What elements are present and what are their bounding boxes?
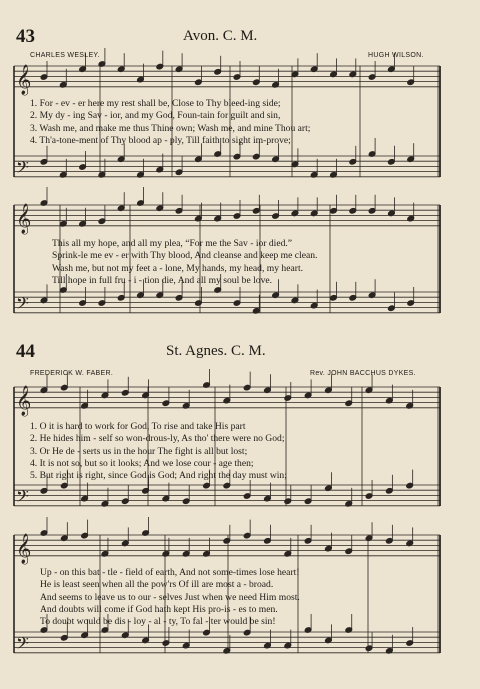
lyric-line: 4. Th'a-tone-ment of Thy blood ap - ply, Till faith to sight im-prove; (30, 134, 291, 146)
lyric-line: 2. He hides him - self so won-drous-ly, As tho' there were no God; (30, 433, 285, 445)
lyric-line: 1. O it is hard to work for God, To rise and take His part (30, 421, 246, 432)
verse-block (40, 567, 300, 628)
lyric-line: And seems to leave us to our - selves Just when we need Him most. (40, 591, 300, 603)
verse-block (52, 238, 317, 287)
verse-block (30, 421, 287, 482)
lyric-line: He is least seen when all the pow'rs Of ill are most a - broad. (40, 579, 274, 591)
hymn-title: St. Agnes. C. M. (166, 343, 266, 359)
lyric-line: Wash me, but not my feet a - lone, My hands, my head, my heart. (52, 262, 304, 274)
lyric-line: Till hope in full fru - i - tion die, And all my soul be love. (52, 274, 273, 286)
clef-icon: 𝄞 (16, 204, 32, 234)
clef-icon: 𝄢 (16, 633, 29, 657)
lyric-line: 4. It is not so, but so it looks; And we lose cour - age then; (30, 457, 254, 469)
lyric-line: 3. Or He de - serts us in the hour The fight is all but lost; (30, 445, 248, 457)
author-credit: FREDERICK W. FABER. (30, 370, 114, 377)
lyric-line: 3. Wash me, and make me thus Thine own; Wash me, and mine Thou art; (30, 122, 311, 134)
verse-block (30, 98, 310, 147)
composer-credit: HUGH WILSON. (368, 52, 424, 59)
lyric-line: This all my hope, and all my plea, “For me the Sav - ior died.” (52, 238, 293, 249)
lyric-line: Sprink-le me ev - er with Thy blood, And cleanse and keep me clean. (52, 250, 318, 262)
lyric-line: 2. My dy - ing Sav - ior, and my God, Foun-tain for guilt and sin, (30, 110, 281, 122)
author-credit: CHARLES WESLEY. (30, 52, 100, 59)
lyric-line: Up - on this bat - tle - field of earth, And not some-times lose heart! (40, 567, 300, 578)
lyric-line: And doubts will come if God hath kept His pro-is - es to men. (40, 603, 278, 615)
hymn-title: Avon. C. M. (183, 28, 258, 44)
clef-icon: 𝄢 (16, 157, 29, 181)
clef-icon: 𝄢 (16, 486, 29, 510)
composer-credit: Rev. JOHN BACCHUS DYKES. (310, 370, 416, 377)
clef-icon: 𝄞 (16, 386, 32, 416)
lyric-line: 5. But right is right, since God is God; And right the day must win; (30, 470, 287, 482)
lyric-line: To doubt would be dis - loy - al - ty, To fal - ter would be sin! (40, 616, 276, 628)
lyric-line: 1. For - ev - er here my rest shall be, Close to Thy bleed-ing side; (30, 98, 281, 109)
hymn-number: 43 (16, 26, 35, 47)
clef-icon: 𝄞 (16, 65, 32, 95)
clef-icon: 𝄞 (16, 534, 32, 564)
clef-icon: 𝄢 (16, 293, 29, 317)
hymn-number: 44 (16, 341, 35, 362)
